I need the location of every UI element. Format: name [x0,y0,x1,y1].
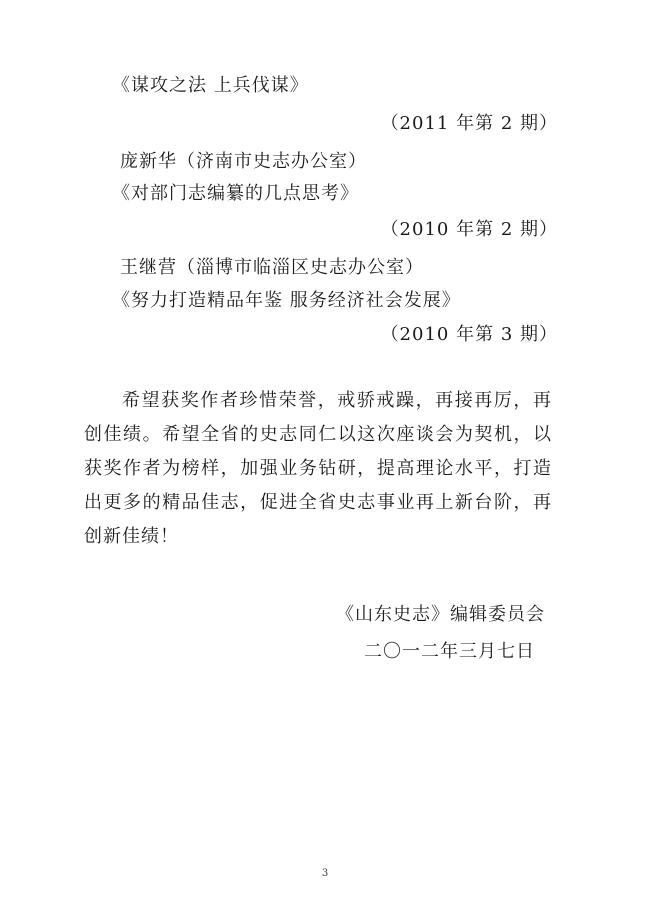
entry-2-issue: （2010 年第 2 期） [380,219,558,240]
entry-3-title: 《努力打造精品年鉴 服务经济社会发展》 [112,290,461,311]
entry-2-title: 《对部门志编纂的几点思考》 [112,183,359,204]
closing-paragraph: 希望获奖作者珍惜荣誉，戒骄戒躁，再接再厉，再创佳绩。希望全省的史志同仁以这次座谈会为契机，以获奖作者为榜样，加强业务钻研，提高理论水平，打造出更多的精品佳志，促进全省史志事业再上新台阶，再创新佳绩！ [84,390,552,547]
entry-1-title: 《谋攻之法 上兵伐谋》 [112,75,309,96]
entry-2-author: 庞新华（济南市史志办公室） [120,151,367,172]
entry-3-author: 王继营（淄博市临淄区史志办公室） [120,257,424,278]
entry-1-issue: （2011 年第 2 期） [380,113,558,134]
signature-date: 二〇一二年三月七日 [364,641,535,662]
entry-3-issue: （2010 年第 3 期） [380,324,558,345]
page-number: 3 [321,868,329,879]
signature-organization: 《山东史志》编辑委员会 [336,604,545,625]
